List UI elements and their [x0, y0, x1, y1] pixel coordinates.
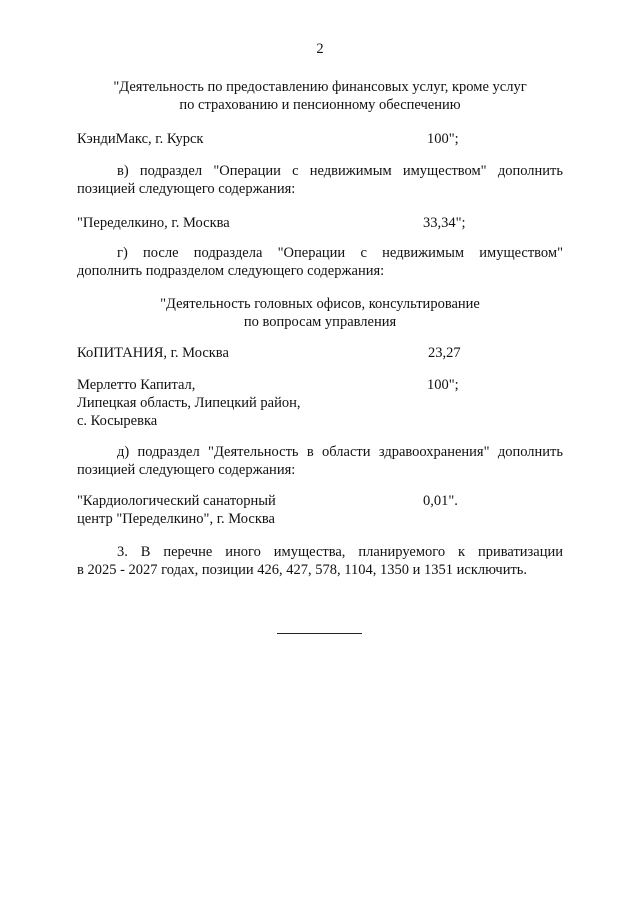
paragraph-line: в 2025 - 2027 годах, позиции 426, 427, 578, 1104, 1350 и 1351 исключить. [77, 562, 528, 578]
entry-value: 0,01". [423, 493, 458, 509]
end-separator-line [277, 633, 362, 634]
paragraph-g [77, 244, 563, 280]
entry-value: 100"; [427, 131, 459, 147]
entry-name: "Переделкино, г. Москва [77, 215, 230, 231]
entry-name-line: с. Косыревка [77, 413, 158, 429]
entry-name-line: "Кардиологический санаторный [77, 493, 276, 509]
entry-sanatorium [77, 492, 567, 528]
entry-value: 33,34"; [423, 215, 466, 231]
paragraph-v [77, 162, 563, 198]
paragraph-line: в) подраздел "Операции с недвижимым имуществом" дополнить [117, 163, 563, 179]
section-heading-head-offices [60, 295, 580, 331]
paragraph-line: позицией следующего содержания: [77, 181, 296, 197]
entry-name [77, 376, 567, 430]
paragraph-line: 3. В перечне иного имущества, планируемого к приватизации [117, 544, 563, 560]
entry-name [77, 492, 567, 528]
paragraph-line: дополнить подразделом следующего содержания: [77, 263, 385, 279]
section-heading-finance [60, 78, 580, 114]
section-heading-line: "Деятельность головных офисов, консультирование [160, 296, 480, 312]
paragraph-line: г) после подраздела "Операции с недвижимым имуществом" [117, 245, 563, 261]
paragraph-3 [77, 543, 563, 579]
page-number: 2 [316, 41, 324, 57]
entry-value: 23,27 [428, 345, 461, 361]
entry-merletto [77, 376, 567, 430]
section-heading-line: по вопросам управления [243, 314, 397, 330]
paragraph-d [77, 443, 563, 479]
paragraph-line: позицией следующего содержания: [77, 462, 296, 478]
entry-name: КоПИТАНИЯ, г. Москва [77, 345, 229, 361]
section-heading-line: "Деятельность по предоставлению финансовых услуг, кроме услуг [113, 79, 527, 95]
section-heading-line: по страхованию и пенсионному обеспечению [179, 97, 461, 113]
entry-value: 100"; [427, 377, 459, 393]
entry-name-line: Мерлетто Капитал, [77, 377, 196, 393]
paragraph-line: д) подраздел "Деятельность в области здравоохранения" дополнить [117, 444, 563, 460]
entry-name-line: центр "Переделкино", г. Москва [77, 511, 275, 527]
entry-name-line: Липецкая область, Липецкий район, [77, 395, 301, 411]
entry-name: КэндиМакс, г. Курск [77, 131, 204, 147]
